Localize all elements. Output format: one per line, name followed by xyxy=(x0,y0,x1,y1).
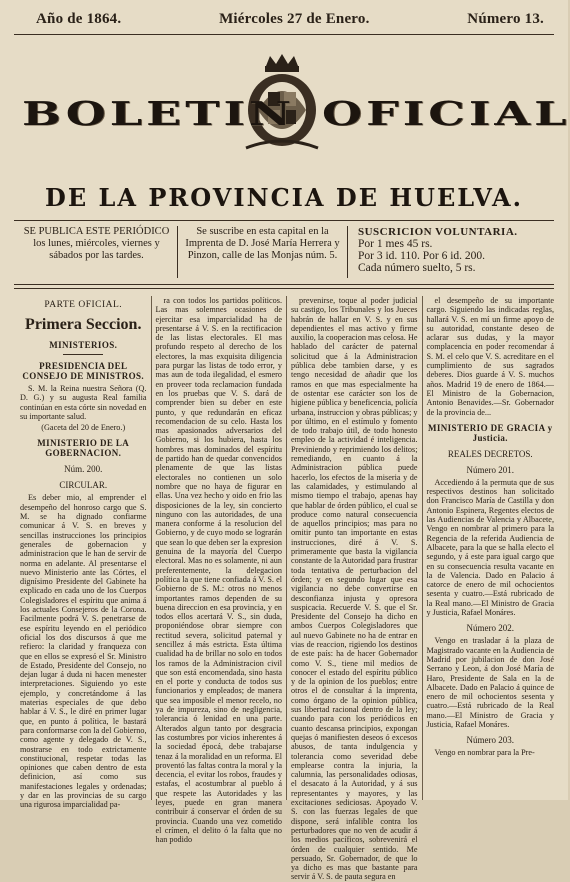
grace-justice-heading: MINISTERIO DE GRACIA y Justicia. xyxy=(427,422,553,443)
decree-number-203: Número 203. xyxy=(466,735,514,746)
royal-decrees-heading: REALES DECRETOS. xyxy=(447,448,533,459)
presidency-heading: PRESIDENCIA DEL CONSEJO DE MINISTROS. xyxy=(22,361,145,381)
masthead-topline xyxy=(0,6,568,32)
number-heading: Núm. 200. xyxy=(64,464,103,475)
column-3 xyxy=(287,296,423,882)
paragraph: Accediendo á la permuta que de sus respectivos destinos han solicitado don Francisco María de Castilla y don Antonio Espinera, Regentes electos de las Audiencias de Valencia y Albacete, Vengo en nombrar al primero para la Regencia de la referida Audiencia de Albacete, para la que se halla electo el segundo, y á este para igual cargo que en su consecuencia resulta vacante en la de Valencia. Dado en Palacio á catorce de enero de mil ochocientos sesenta y cuatro.—Está rubricado de la Real mano.—El Ministro de Gracia y Justicia, Rafael Monáres. xyxy=(426,477,554,618)
info-bottom-rule-2 xyxy=(14,288,554,289)
rates-title: SUSCRICION VOLUNTARIA. xyxy=(358,226,518,238)
issue-year: Año de 1864. xyxy=(36,10,122,27)
paragraph: Vengo en nombrar para la Pre- xyxy=(434,748,535,758)
title-oficial: OFICIAL xyxy=(322,94,570,133)
rate-line-3: Cada número suelto, 5 rs. xyxy=(358,262,476,274)
top-rule xyxy=(14,34,554,35)
gazette-reference: (Gaceta del 20 de Enero.) xyxy=(41,423,126,433)
circular-heading: CIRCULAR. xyxy=(59,480,108,491)
paragraph: Vengo en trasladar á la plaza de Magistrado vacante en la Audiencia de Madrid por jubilacion de don José Serrano y Leon, á don José María de Haro, Presidente de Sala en la de Albacete. Dado en Palacio á quince de enero de mil ochocientos sesenta y cuatro.—Está rubricado de la Real mano.—El Ministro de Gracia y Justicia, Rafael Monáres. xyxy=(426,636,554,729)
decree-number-202: Número 202. xyxy=(466,623,514,634)
info-bottom-rule xyxy=(14,284,554,285)
column-4 xyxy=(423,296,559,800)
paragraph: ra con todos los partidos políticos. Las mas solemnes ocasiones de ejercitar esa imparcialidad ha de presentarse á V. S. en la rectificacion de las listas electorales. El mas profundo respeto al derecho de los electores, la mas exquisita diligencia para purgar las listas de todo error, y mas aun de toda ilegalidad, el esmero en proveer toda reclamacion fundada en los pruebas que V. S. dará de comprender bien su deber en este punto, y que redundarán en eficaz recomendacion de su celo. Hasta los mas apasionados adversarios del Gobierno, si los hubiera, hasta los hombres mas dominados del espíritu de partido han de quedar convencidos plenamente de que las listas electorales no contienen un solo nombre que no haya de figurar en ellas. Una vez hecho y oido en frio las disposiciones de la ley, sin concierto ninguno con las autoridades, de una manera conforme á la resolucion del Gobierno, y de cuyo modo se lograrán que sean lo que deben ser la expresion genuina de la mayoría del Cuerpo electoral. Mas no es solamente, ni aun preferentemente, la delegacion política la que tiene confiada á V. S. el Gobierno de S. M.: otros no menos importantes ramos dependen de su buena direccion en esa provincia, y en todos ellos acertará V. S., sin duda, proponiéndose obrar siempre con rectitud severa, solicitud paternal y sencillez á más estricta. Esta última cualidad ha de brillar no solo en todos los ramos de la Administracion civil que son está encomendada, sino hasta en el porte y conducta de todos sus funcionarios y empleados; de manera que sea imposible el menor recelo, no ya de impureza, sino de negligencia, tolerancia ó lenidad en una parte. Alterados algun tanto por desgracia las costumbres por vicios inherentes á la sociedad épocá, debe trabajarse tenaz á la moralidad en un reforma. El proventó las faltas contra la moral y la decencia, el evitar los robos, fraudes y estafas, el acostumbrar al pueblo á que respete las Autoridades y las leyes, puede en gran manera contribuir á conservar el órden de su provincia. Cuando una vez cometido el crímen, el delito ó la falta que no han podido xyxy=(155,296,282,845)
info-bar xyxy=(16,226,552,278)
divider xyxy=(63,354,103,355)
paragraph: S. M. la Reina nuestra Señora (Q. D. G.) y su augusta Real familia continúan en esta córte sin novedad en su importante salud. xyxy=(20,384,147,421)
column-2 xyxy=(152,296,288,845)
title-boletin: BOLETIN xyxy=(22,94,296,133)
official-part-heading: PARTE OFICIAL. xyxy=(44,300,123,310)
first-section-heading: Primera Seccion. xyxy=(25,316,142,333)
subscription-place: Se suscribe en esta capital en la Imprenta de D. José María Herrera y Pinzon, calle de las Monjas núm. 5. xyxy=(178,226,348,278)
paragraph: prevenirse, toque al poder judicial su castigo, los Tribunales y los Jueces habrán de hallar en V. S. y en sus dependientes el mas activo y firme auxilio, la cooperacion mas celosa. He hablado del carácter de paternal solicitud que á la Administracion pública debe tambien darse, y es tengo necesidad de añadir que los ramos en que mas especialmente ha de ostentar ese carácter son los de higiene pública y beneficencia, policía urbana, instruccion y obras públicas; y por último, en el estímulo y fomento de todo trabajo útil, de todo honesto empleo de la actividad é inteligencia. Previniendo y reprimiendo los delitos; remediando, en cuanto á la Administracion pública puede hacerlo, los efectos de la miseria y de las calamidades, y estimulando al mismo tiempo el trabajo, apenas hay que hablar de órden público, el cual se produce como natural consecuencia de aquellos principios; mas para no omitir punto tan importante en estas instrucciones, diré á V. S. primeramente que basta la vigilancia constante de la Autoridad para frustrar toda tentativa de perturbacion del órden; y en segundo lugar que esa vigilancia no debe convertirse en desconfianza injusta y opresora suspicacia. Recuerde V. S. que el Sr. Presidente del Consejo ha dicho en ambos Cuerpos Colegisladores que aul nuevo Gabinete no ha de entrar en vias de reaccion, rigiendo los destinos de este país: ha de hacer Gobernador como V. S., tiene mil medios de conocer el estado del espíritu público y de la opinion de los pueblos; entre otros el de consultar á la imprenta, como órgano de la opinion pública, sus libertad racional dentro de la ley; cuando para con los periódicos en cuanto descansa principios, expongan quejas ó manifiesten deseos ó excesos abusos, de tanta indulgencia y tolerancia como severidad debe emplearse contra la injuria, la calumnia, las personalidades odiosas, el desacato á la Autoridad, y á sus representantes y mayores, y las excitaciones sediciosas. Apoyado V. S. con las fuerzas legales de que dispone, será infalible contra los perturbadores que no ven de acudir á los medios pacíficos, sobrevenirá el órden de cualquier sentido. Me persuado, Sr. Gobernador, de que lo ya dicho es mas que bastante para servir á V. S. de pauta segura en xyxy=(291,296,418,882)
subtitle-province: DE LA PROVINCIA DE HUELVA. xyxy=(45,183,523,212)
rate-line-1: Por 1 mes 45 rs. xyxy=(358,238,433,250)
issue-date: Miércoles 27 de Enero. xyxy=(219,10,370,27)
info-top-rule xyxy=(14,220,554,221)
subscription-rates xyxy=(348,226,552,278)
publication-schedule: SE PUBLICA ESTE PERIÓDICO los lunes, miércoles, viernes y sábados por las tardes. xyxy=(16,226,178,278)
rate-line-2: Por 3 id. 110. Por 6 id. 200. xyxy=(358,250,486,262)
paragraph: Es deber mio, al emprender el desempeño del honroso cargo que S. M. se ha dignado confiarme comunicar á V. S. en breves y sencillas instrucciones los principios generales de gobernacion y administracion que le han de servir de norma en adelante. Al presentarse el nuevo Ministerio ante las Córtes, el dignísimo Presidente del Gabinete ha explicado en cada uno de los Cuerpos Colegisladores el espíritu que anima á los actuales Consejeros de la Corona. Facilmente podrá V. S. penetrarse de ese espíritu leyendo en el periódico oficial los dos discursos á que me refiero: la claridad y franqueza con que en ellos se expresó el Sr. Ministro de Estado, Presidente del Consejo, no dejan lugar á duda ni hacen menester interpretaciones. Siguiendo yo este ejemplo, y concretándome á las materias especiales de que debo hablar á V. S., le diré en primer lugar que, en punto á política, le bastará para conformarse con la del Gobierno, como agente y delegado de V. S., mostrarse en todo extrictamente constitucional, respetar todas las opiniones que caben dentro de esta definicion, así como sus manifestaciones legales y ordenadas; y dar en las provincias de su cargo una rigurosa imparcialidad pa- xyxy=(20,493,147,810)
governance-heading: MINISTERIO DE LA GOBERNACION. xyxy=(37,438,130,459)
paragraph: el desempeño de su importante cargo. Siguiendo las indicadas reglas, hallará V. S. en mí un firme apoyo de su autoridad, constante deseo de aclarar sus dudas, y la mayor complacencia en poder recomendar á S. M. el celo que V. S. acreditare en el cumplimiento de sus sagrados deberes. Dios guarde á V. S. muchos años. Madrid 19 de enero de 1864.—El Ministro de la Gobernacion, Antonio Benavides.—Sr. Gobernador de la provincia de... xyxy=(426,296,554,417)
column-1 xyxy=(16,296,152,810)
issue-number: Número 13. xyxy=(467,10,544,27)
decree-number-201: Número 201. xyxy=(466,464,514,475)
text-columns xyxy=(16,296,558,882)
ministries-heading: MINISTERIOS. xyxy=(49,340,118,350)
